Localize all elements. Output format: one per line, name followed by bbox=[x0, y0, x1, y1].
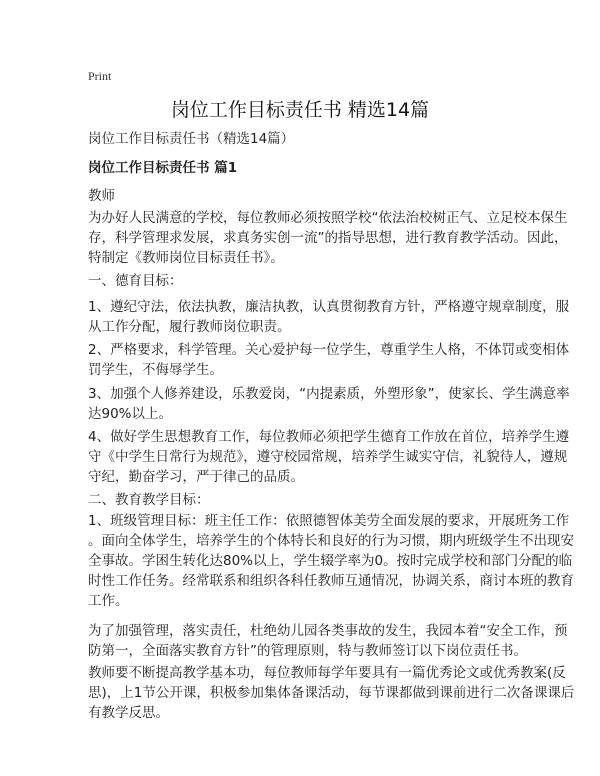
print-label: Print bbox=[88, 69, 112, 83]
paragraph-line: 2、严格要求，科学管理。关心爱护每一位学生，尊重学生人格，不体罚或变相体 bbox=[88, 342, 570, 358]
paragraph-line: 为办好人民满意的学校，每位教师必须按照学校“依法治校树正气、立足校本保生 bbox=[88, 210, 568, 226]
paragraph bbox=[88, 511, 574, 611]
paragraph-line: 一、德育目标： bbox=[88, 273, 183, 289]
paragraph-line: 守《中学生日常行为规范》，遵守校园常规，培养学生诚实守信，礼貌待人，遵规 bbox=[88, 449, 568, 465]
paragraph-line: 工作。 bbox=[88, 593, 129, 609]
paragraph bbox=[88, 271, 528, 291]
document-title: 岗位工作目标责任书 精选14篇 bbox=[170, 99, 430, 121]
paragraph bbox=[88, 384, 570, 424]
paragraph-line: 存，科学管理求发展，求真务实创一流”的指导思想，进行教育教学活动。因此， bbox=[88, 230, 568, 246]
paragraph-line: 1、班级管理目标：班主任工作：依照德智体美劳全面发展的要求，开展班务工作 bbox=[88, 513, 570, 529]
role-label: 教师 bbox=[88, 188, 115, 204]
paragraph-line: 思)，上1节公开课，积极参加集体备课活动，每节课都做到课前进行二次备课课后 bbox=[88, 685, 575, 701]
paragraph bbox=[88, 490, 528, 510]
paragraph bbox=[88, 297, 570, 337]
paragraph-line: 时性工作任务。经常联系和组织各科任教师互通情况，协调关系，商讨本班的教育 bbox=[88, 573, 574, 589]
paragraph-line: 有教学反思。 bbox=[88, 705, 169, 721]
paragraph-line: 达90%以上。 bbox=[88, 406, 173, 422]
paragraph-line: 防第一，全面落实教育方针”的管理原则，特与教师签订以下岗位责任书。 bbox=[88, 643, 527, 659]
paragraph-line: 守纪，勤奋学习，严于律己的品质。 bbox=[88, 469, 304, 485]
paragraph-line: 从工作分配，履行教师岗位职责。 bbox=[88, 319, 291, 335]
section-heading: 岗位工作目标责任书 篇1 bbox=[88, 160, 238, 176]
paragraph-line: 二、教育教学目标： bbox=[88, 492, 210, 508]
paragraph bbox=[88, 621, 568, 661]
document-subtitle: 岗位工作目标责任书（精选14篇） bbox=[88, 131, 295, 147]
paragraph-line: 特制定《教师岗位目标责任书》。 bbox=[88, 250, 284, 266]
paragraph-line: 。面向全体学生，培养学生的个体特长和良好的行为习惯，期内班级学生不出现安 bbox=[88, 533, 574, 549]
paragraph-line: 4、做好学生思想教育工作，每位教师必须把学生德育工作放在首位，培养学生遵 bbox=[88, 429, 570, 445]
paragraph bbox=[88, 208, 568, 268]
paragraph-line: 教师要不断提高教学基本功，每位教师每学年要具有一篇优秀论文或优秀教案(反 bbox=[88, 665, 566, 681]
paragraph-line: 3、加强个人修养建设，乐教爱岗，“内提素质，外塑形象”，使家长、学生满意率 bbox=[88, 386, 570, 402]
paragraph-line: 全事故。学困生转化达80%以上，学生辍学率为0。按时完成学校和部门分配的临 bbox=[88, 553, 573, 569]
paragraph-line: 1、遵纪守法，依法执教，廉洁执教，认真贯彻教育方针，严格遵守规章制度，服 bbox=[88, 299, 570, 315]
paragraph bbox=[88, 663, 575, 723]
paragraph bbox=[88, 427, 570, 487]
paragraph-line: 罚学生，不侮辱学生。 bbox=[88, 362, 223, 378]
paragraph bbox=[88, 340, 570, 380]
paragraph-line: 为了加强管理，落实责任，杜绝幼儿园各类事故的发生，我园本着“安全工作，预 bbox=[88, 623, 568, 639]
